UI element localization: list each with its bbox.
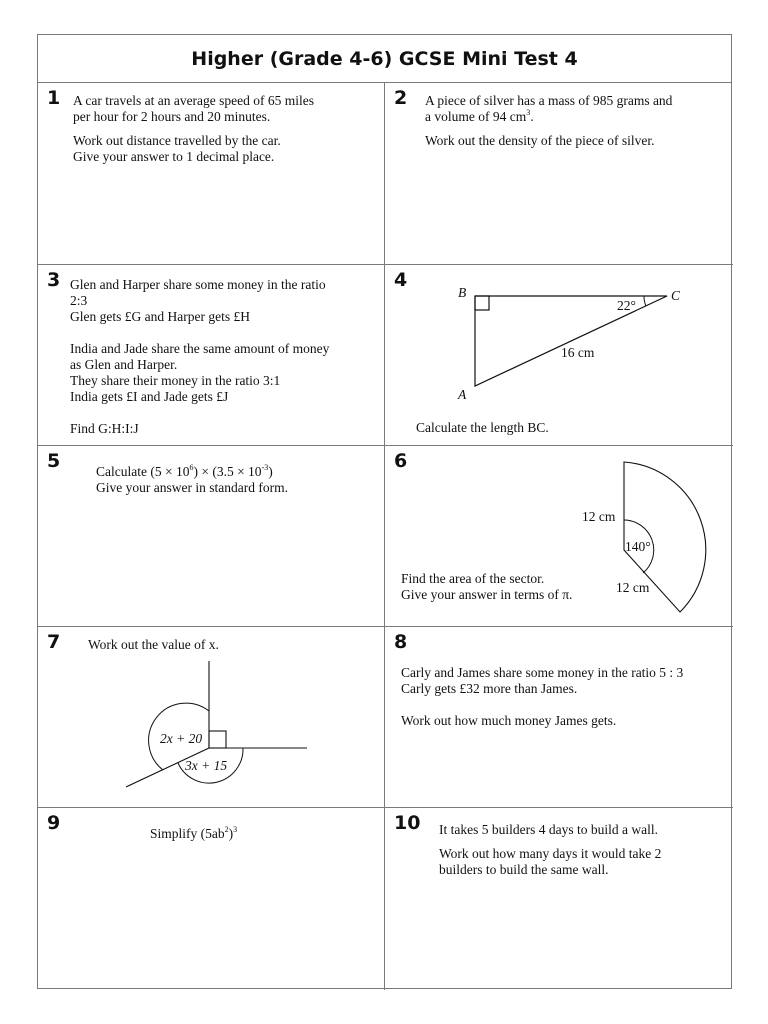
question-cell-7 (38, 627, 385, 808)
text-line: a volume of 94 $cm^3$. (425, 108, 534, 124)
question-text (401, 665, 683, 729)
text-line: 2:3 (70, 293, 88, 308)
question-number: 4 (394, 269, 408, 291)
angles-diagram (38, 627, 385, 808)
question-cell-10 (385, 808, 733, 990)
text-line: It takes 5 builders 4 days to build a wall. (439, 822, 658, 837)
question-number: 9 (47, 812, 61, 834)
vertex-label-c: C (671, 288, 681, 303)
text-line: as Glen and Harper. (70, 357, 178, 372)
question-cell-1 (38, 83, 385, 265)
question-number: 10 (394, 812, 421, 834)
text-line: India gets £I and Jade gets £J (70, 389, 229, 404)
question-text-line2: Give your answer in terms of π. (401, 587, 573, 602)
angle-label-2: 3x + 15 (185, 758, 228, 773)
text-line: India and Jade share the same amount of money (70, 341, 330, 356)
angle-label: 140° (625, 539, 651, 554)
vertex-label-b: B (458, 285, 467, 300)
question-number: 1 (47, 87, 61, 109)
question-text (439, 822, 661, 878)
vertex-label-a: A (458, 387, 467, 402)
side-length-label: 16 cm (561, 345, 595, 360)
sector-diagram (385, 446, 733, 627)
question-cell-6 (385, 446, 733, 627)
triangle-diagram (385, 265, 733, 446)
angle-arc (644, 296, 646, 306)
text-line: Work out the density of the piece of silver. (425, 133, 655, 148)
text-line: Carly gets £32 more than James. (401, 681, 578, 696)
question-number: 7 (47, 631, 61, 653)
angle-label-1: 2x + 20 (160, 731, 203, 746)
question-cell-2 (385, 83, 733, 265)
question-cell-8 (385, 627, 733, 808)
text-line: A car travels at an average speed of 65 miles (73, 93, 315, 108)
radius-label-top: 12 cm (582, 509, 616, 524)
text-line: A piece of silver has a mass of 985 grams and (425, 93, 673, 108)
question-cell-9 (38, 808, 385, 990)
text-line: Work out how many days it would take 2 (439, 846, 662, 861)
triangle-shape (475, 296, 667, 386)
question-cell-3 (38, 265, 385, 446)
right-angle-marker (209, 731, 226, 748)
right-angle-marker (475, 296, 489, 310)
question-cell-4 (385, 265, 733, 446)
question-number: 3 (47, 269, 61, 291)
question-text: Calculate the length BC. (416, 420, 549, 435)
text-line: builders to build the same wall. (439, 862, 609, 877)
text-line: per hour for 2 hours and 20 minutes. (73, 109, 271, 124)
question-text (73, 93, 314, 165)
text-line: Glen and Harper share some money in the ratio (70, 277, 326, 292)
question-text (96, 464, 288, 496)
question-cell-5 (38, 446, 385, 627)
text-line: Find G:H:I:J (70, 421, 139, 436)
text-line: Work out how much money James gets. (401, 713, 617, 728)
page-title: Higher (Grade 4-6) GCSE Mini Test 4 (38, 35, 731, 83)
text-line: Give your answer in standard form. (96, 480, 288, 495)
angle-label: 22° (617, 298, 636, 313)
question-text: Work out the value of x. (88, 637, 219, 652)
question-number: 5 (47, 450, 61, 472)
simplify-line: Simplify $(5ab^2)^3$ (150, 825, 238, 841)
question-number: 6 (394, 450, 408, 472)
text-line: Glen gets £G and Harper gets £H (70, 309, 250, 324)
text-line: Carly and James share some money in the ratio 5 : 3 (401, 665, 684, 680)
test-sheet (37, 34, 732, 989)
question-text (150, 826, 237, 842)
text-line: They share their money in the ratio 3:1 (70, 373, 281, 388)
question-text-line1: Find the area of the sector. (401, 571, 545, 586)
question-text (425, 93, 672, 149)
text-line: Give your answer to 1 decimal place. (73, 149, 275, 164)
question-number: 2 (394, 87, 408, 109)
question-number: 8 (394, 631, 408, 653)
radius-label-bottom: 12 cm (616, 580, 650, 595)
question-text (70, 277, 329, 437)
text-line: Work out distance travelled by the car. (73, 133, 281, 148)
calculation-line: Calculate $(5 \times 10^6) \times (3.5 \times 10^{-3})$ (96, 463, 273, 479)
